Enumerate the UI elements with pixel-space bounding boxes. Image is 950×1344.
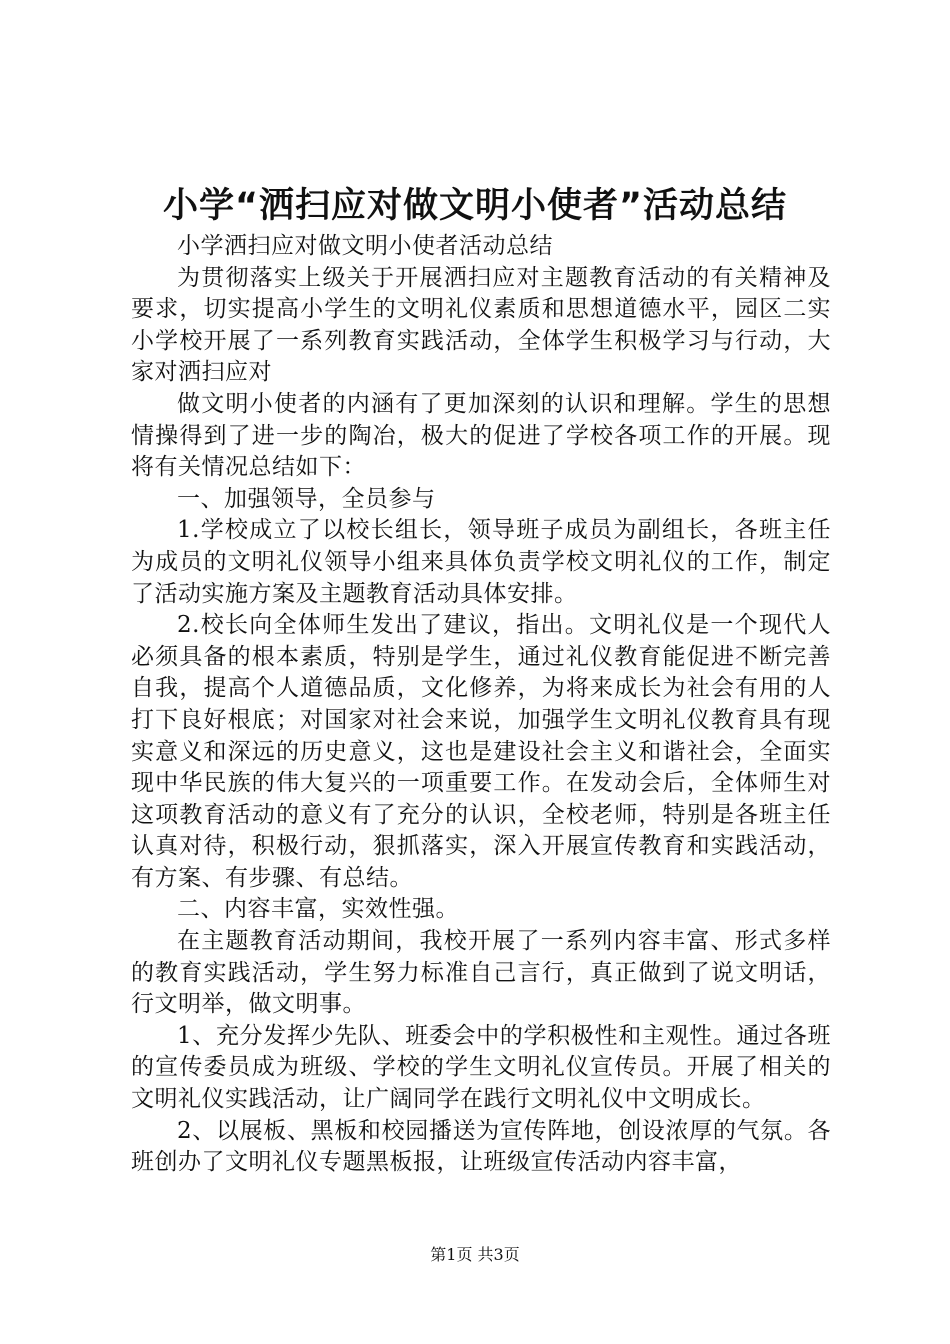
- document-title: 小学“洒扫应对做文明小使者”活动总结: [162, 186, 787, 226]
- paragraph-item-2: 2.校长向全体师生发出了建议，指出。文明礼仪是一个现代人必须具备的根本素质，特别是学生，通过礼仪教育能促进不断完善自我，提高个人道德品质，文化修养，为将来成长为社会有用的人打下良好根底；对国家对社会来说，加强学生文明礼仪教育具有现实意义和深远的历史意义，这也是建设社会主义和谐社会，全面实现中华民族的伟大复兴的一项重要工作。在发动会后，全体师生对这项教育活动的意义有了充分的认识，全校老师，特别是各班主任认真对待，积极行动，狠抓落实，深入开展宣传教育和实践活动，有方案、有步骤、有总结。: [131, 612, 831, 891]
- paragraph-intro: 为贯彻落实上级关于开展洒扫应对主题教育活动的有关精神及要求，切实提高小学生的文明礼仪素质和思想道德水平，园区二实小学校开展了一系列教育实践活动，全体学生积极学习与行动，大家对洒扫应对: [131, 264, 831, 386]
- paragraph-section-2-intro: 在主题教育活动期间，我校开展了一系列内容丰富、形式多样的教育实践活动，学生努力标准自己言行，真正做到了说文明话，行文明举，做文明事。: [131, 928, 831, 1018]
- section-heading-1: 一、加强领导，全员参与: [177, 485, 436, 512]
- paragraph-point-1: 1、充分发挥少先队、班委会中的学积极性和主观性。通过各班的宣传委员成为班级、学校的学生文明礼仪宣传员。开展了相关的文明礼仪实践活动，让广阔同学在践行文明礼仪中文明成长。: [131, 1022, 831, 1113]
- paragraph-item-1: 1.学校成立了以校长组长，领导班子成员为副组长，各班主任为成员的文明礼仪领导小组来具体负责学校文明礼仪的工作，制定了活动实施方案及主题教育活动具体安排。: [131, 517, 831, 607]
- document-body: [131, 231, 831, 1179]
- section-heading-2: 二、内容丰富，实效性强。: [177, 896, 459, 923]
- paragraph-point-2: 2、以展板、黑板和校园播送为宣传阵地，创设浓厚的气氛。各班创办了文明礼仪专题黑板报，让班级宣传活动内容丰富，: [131, 1117, 831, 1176]
- page-footer: 第1页 共3页: [430, 1245, 520, 1264]
- paragraph-subtitle: 小学洒扫应对做文明小使者活动总结: [177, 233, 553, 259]
- paragraph-intro-continued: 做文明小使者的内涵有了更加深刻的认识和理解。学生的思想情操得到了进一步的陶冶，极大的促进了学校各项工作的开展。现将有关情况总结如下：: [131, 390, 831, 481]
